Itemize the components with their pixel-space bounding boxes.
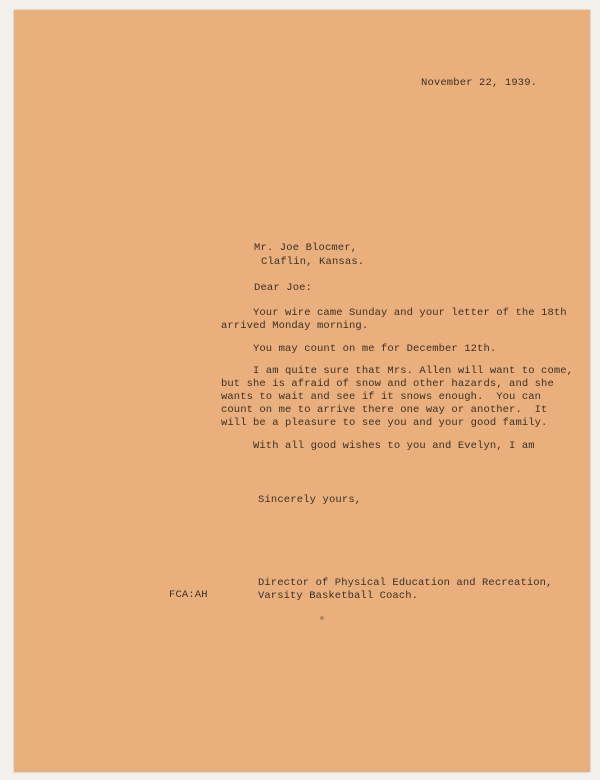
recipient-name: Mr. Joe Blocmer, xyxy=(254,242,358,254)
signature-title-line: Director of Physical Education and Recreation, xyxy=(258,577,553,589)
closing: Sincerely yours, xyxy=(258,494,362,506)
paragraph-line: count on me to arrive there one way or another. It xyxy=(221,404,548,416)
paper-mark xyxy=(320,616,324,620)
paragraph-line: You may count on me for December 12th. xyxy=(221,343,497,355)
letter-page xyxy=(14,10,590,772)
letter-date: November 22, 1939. xyxy=(421,77,538,89)
paragraph-4 xyxy=(221,440,535,453)
salutation: Dear Joe: xyxy=(254,282,313,294)
paragraph-line: will be a pleasure to see you and your good family. xyxy=(221,417,548,429)
reference-initials: FCA:AH xyxy=(169,589,208,601)
paragraph-line: With all good wishes to you and Evelyn, I am xyxy=(221,440,535,452)
paragraph-line: I am quite sure that Mrs. Allen will want to come, xyxy=(221,365,574,377)
paragraph-1 xyxy=(221,307,567,333)
paragraph-line: arrived Monday morning. xyxy=(221,320,369,332)
signature-title xyxy=(258,577,552,603)
paragraph-line: but she is afraid of snow and other hazards, and she xyxy=(221,378,554,390)
recipient-place: Claflin, Kansas. xyxy=(261,256,365,268)
paragraph-line: wants to wait and see if it snows enough. You can xyxy=(221,391,542,403)
paragraph-line: Your wire came Sunday and your letter of the 18th xyxy=(221,307,567,319)
paragraph-3 xyxy=(221,365,573,430)
signature-title-line: Varsity Basketball Coach. xyxy=(258,590,419,602)
paragraph-2 xyxy=(221,343,496,356)
